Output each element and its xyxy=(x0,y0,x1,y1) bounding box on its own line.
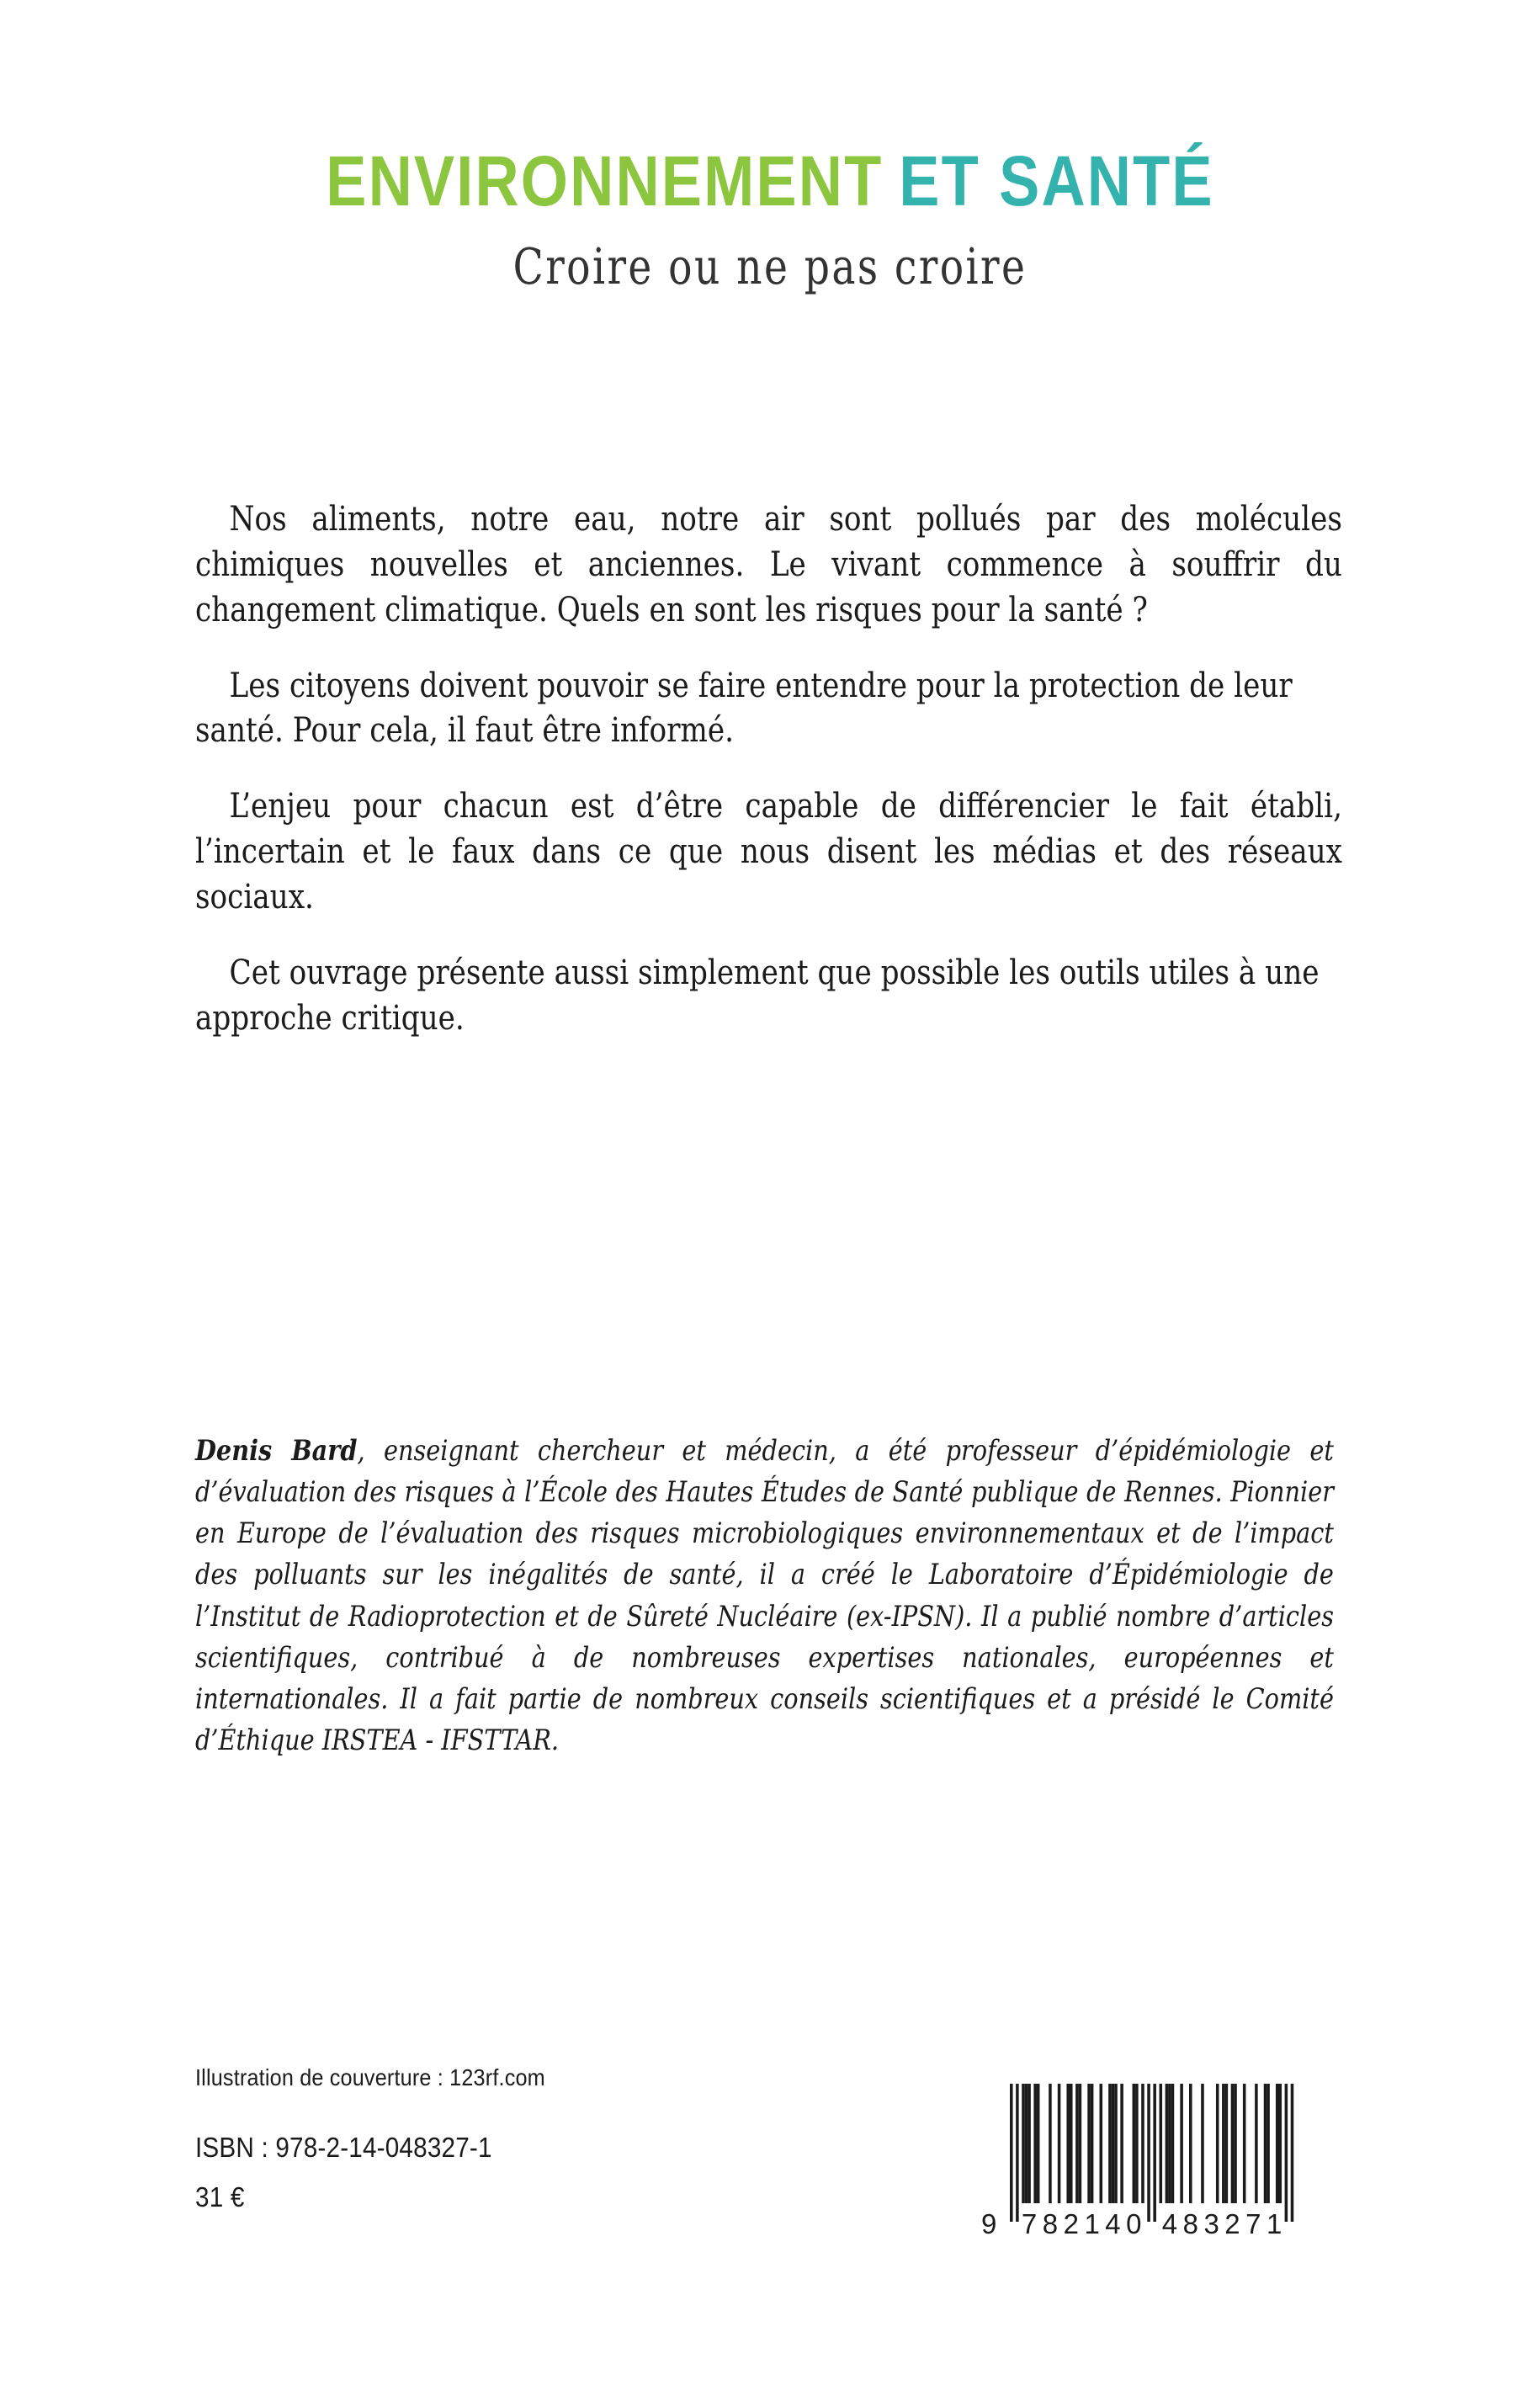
blurb-text xyxy=(195,497,1342,1041)
barcode-svg xyxy=(966,2079,1336,2239)
svg-text:1: 1 xyxy=(1084,2208,1100,2239)
author-bio xyxy=(195,1431,1334,1761)
blurb-paragraph: Les citoyens doivent pouvoir se faire entendre pour la protection de leur santé. Pour cela, il faut être informé. xyxy=(195,664,1293,751)
title-block xyxy=(0,141,1540,295)
cover-credit: Illustration de couverture : 123rf.com xyxy=(195,2064,545,2090)
svg-text:7: 7 xyxy=(1021,2208,1038,2239)
author-bio-paragraph xyxy=(195,1431,1334,1761)
svg-text:3: 3 xyxy=(1203,2208,1219,2239)
svg-text:4: 4 xyxy=(1161,2208,1178,2239)
title-part-environnement: ENVIRONNEMENT xyxy=(326,141,884,220)
main-title xyxy=(108,141,1432,220)
blurb-paragraph: L’enjeu pour chacun est d’être capable de différencier le fait établi, l’incertain et le faux dans ce que nous disent les médias et des réseaux sociaux. xyxy=(195,785,1342,917)
footer-info xyxy=(195,2064,953,2214)
isbn-text: ISBN : 978-2-14-048327-1 xyxy=(195,2131,492,2163)
author-name: Denis Bard xyxy=(195,1434,358,1468)
svg-text:7: 7 xyxy=(1245,2208,1261,2239)
svg-text:1: 1 xyxy=(1267,2208,1282,2239)
ean13-barcode xyxy=(966,2079,1336,2239)
svg-text:8: 8 xyxy=(1042,2208,1059,2239)
svg-text:2: 2 xyxy=(1224,2208,1240,2239)
title-part-et-sante: ET SANTÉ xyxy=(899,141,1214,220)
barcode-lead-digit: 9 xyxy=(981,2208,997,2239)
svg-text:2: 2 xyxy=(1063,2208,1079,2239)
svg-text:0: 0 xyxy=(1126,2208,1142,2239)
svg-text:4: 4 xyxy=(1105,2208,1121,2239)
price-text: 31 € xyxy=(195,2181,245,2213)
subtitle: Croire ou ne pas croire xyxy=(512,236,1028,295)
blurb-paragraph: Cet ouvrage présente aussi simplement que possible les outils utiles à une approche critique. xyxy=(195,951,1320,1038)
author-bio-body: , enseignant chercheur et médecin, a été professeur d’épidémiologie et d’évaluation des risques à l’École des Hautes Études de Santé publique de Rennes. Pionnier en Europe de l’évaluation des risques microbiologiques environnementaux et de l’impact des polluants sur les inégalités de santé, il a créé le Laboratoire d’Épidémiologie de l’Institut de Radioprotection et de Sûreté Nucléaire (ex-IPSN). Il a publié nombre d’articles scientifiques, contribué à de nombreuses expertises nationales, européennes et internationales. Il a fait partie de nombreux conseils scientifiques et a présidé le Comité d’Éthique IRSTEA - IFSTTAR. xyxy=(195,1434,1334,1757)
blurb-paragraph: Nos aliments, notre eau, notre air sont pollués par des molécules chimiques nouvelles et anciennes. Le vivant commence à souffrir du changement climatique. Quels en sont les risques pour la santé ? xyxy=(195,498,1342,629)
svg-text:8: 8 xyxy=(1182,2208,1198,2239)
